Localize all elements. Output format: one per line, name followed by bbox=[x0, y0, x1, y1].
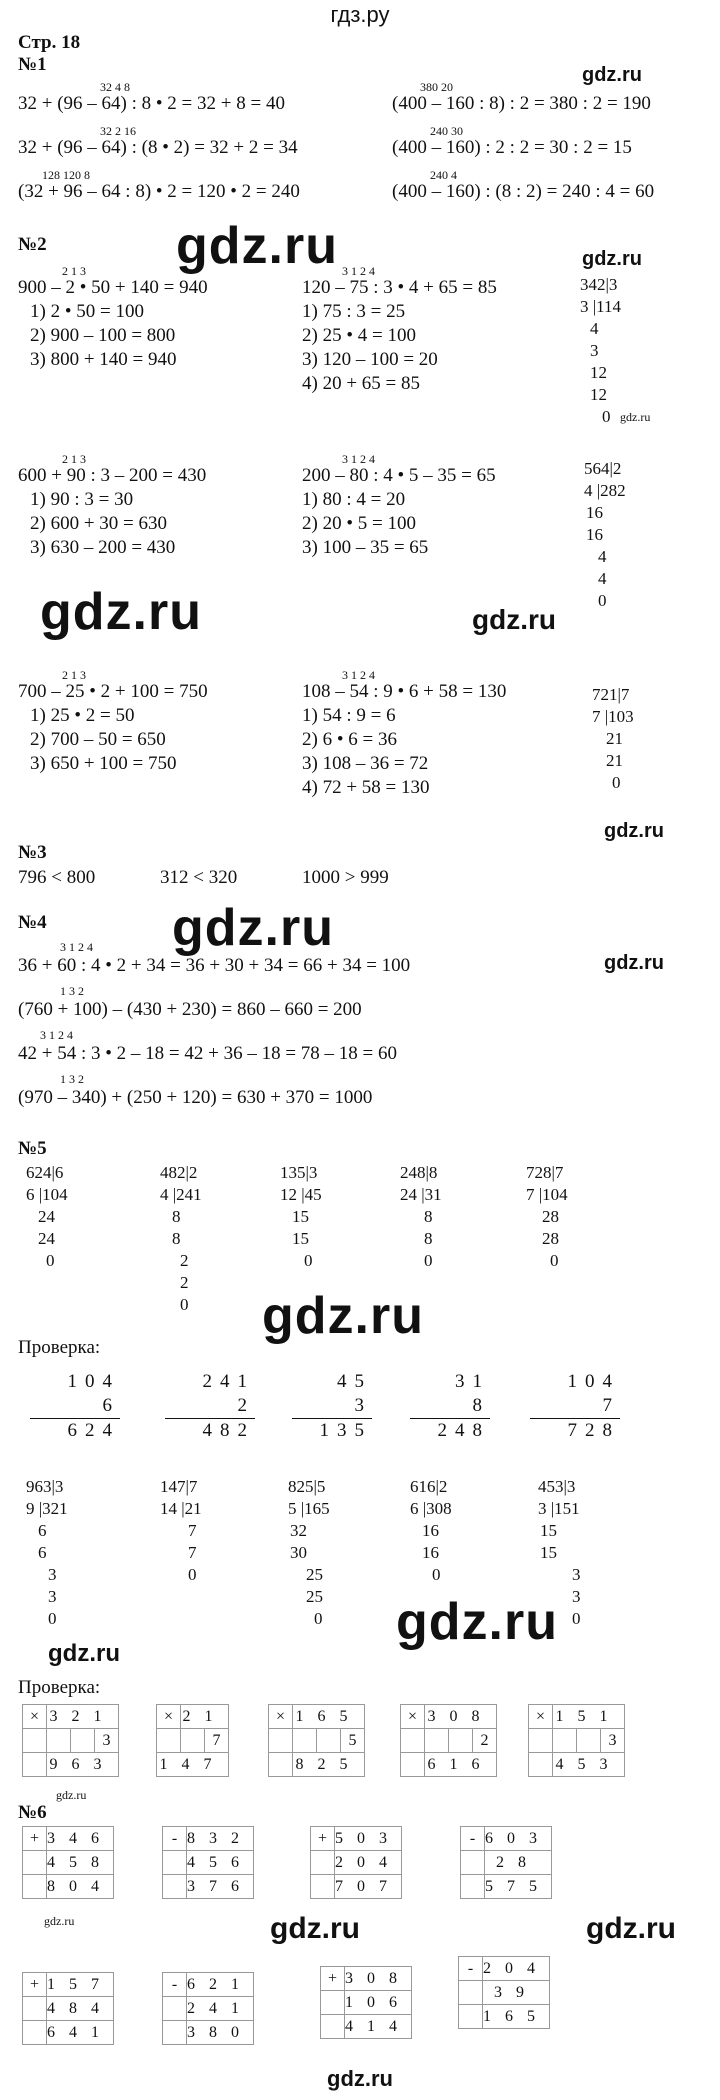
multiplication-grid: × 21 7 147 bbox=[156, 1704, 229, 1777]
subtraction-grid: - 621 241 380 bbox=[162, 1972, 254, 2045]
multiplication-check: 104 7 728 bbox=[530, 1370, 620, 1443]
step: 3) 108 – 36 = 72 bbox=[302, 753, 429, 774]
check-label: Проверка: bbox=[18, 1337, 101, 1358]
watermark: gdz.ru bbox=[176, 217, 338, 275]
long-division: 147|7 14 |21 7 7 0 bbox=[160, 1477, 202, 1584]
watermark: gdz.ru bbox=[604, 952, 664, 974]
step: 2) 6 • 6 = 36 bbox=[302, 729, 397, 750]
long-division: 624|6 6 |104 24 24 0 bbox=[26, 1163, 68, 1270]
equation: 900 – 2 • 50 + 140 = 940 bbox=[18, 277, 208, 298]
watermark: gdz.ru bbox=[270, 1912, 360, 1945]
step: 1) 2 • 50 = 100 bbox=[30, 301, 144, 322]
watermark: gdz.ru bbox=[582, 248, 642, 270]
equation: 700 – 25 • 2 + 100 = 750 bbox=[18, 681, 208, 702]
multiplication-grid: × 308 2 616 bbox=[400, 1704, 497, 1777]
equation: (400 – 160 : 8) : 2 = 380 : 2 = 190 bbox=[392, 93, 651, 114]
equation: (760 + 100) – (430 + 230) = 860 – 660 = 200 bbox=[18, 999, 362, 1020]
long-division: 482|2 4 |241 8 8 2 2 0 bbox=[160, 1163, 202, 1314]
watermark: gdz.ru bbox=[472, 604, 556, 635]
addition-grid: + 157 484 641 bbox=[22, 1972, 114, 2045]
step: 2) 20 • 5 = 100 bbox=[302, 513, 416, 534]
long-division: 342|3 3 |114 4 3 12 12 0 bbox=[580, 275, 622, 426]
equation: 120 – 75 : 3 • 4 + 65 = 85 bbox=[302, 277, 497, 298]
addition-grid: + 308 106 414 bbox=[320, 1966, 412, 2039]
watermark: gdz.ru bbox=[582, 64, 642, 86]
long-division: 825|5 5 |165 32 30 25 25 0 bbox=[288, 1477, 330, 1628]
equation: 42 + 54 : 3 • 2 – 18 = 42 + 36 – 18 = 78 – 18 = 60 bbox=[18, 1043, 398, 1064]
order-numbers: 3 1 2 4 bbox=[60, 940, 93, 954]
step: 3) 100 – 35 = 65 bbox=[302, 537, 429, 558]
long-division: 721|7 7 |103 21 21 0 bbox=[592, 685, 634, 792]
step: 1) 75 : 3 = 25 bbox=[302, 301, 406, 322]
order-numbers: 128 120 8 bbox=[42, 168, 90, 182]
order-numbers: 2 1 3 bbox=[62, 668, 86, 682]
multiplication-grid: × 321 3 963 bbox=[22, 1704, 119, 1777]
order-numbers: 3 1 2 4 bbox=[40, 1028, 73, 1042]
addition-grid: + 346 458 804 bbox=[22, 1826, 114, 1899]
step: 3) 650 + 100 = 750 bbox=[30, 753, 177, 774]
order-numbers: 32 4 8 bbox=[100, 80, 130, 94]
step: 4) 20 + 65 = 85 bbox=[302, 373, 421, 394]
step: 2) 25 • 4 = 100 bbox=[302, 325, 416, 346]
long-division: 616|2 6 |308 16 16 0 bbox=[410, 1477, 452, 1584]
comparison: 1000 > 999 bbox=[302, 867, 389, 888]
step: 3) 120 – 100 = 20 bbox=[302, 349, 438, 370]
page-number: Стр. 18 bbox=[18, 32, 81, 53]
order-numbers: 3 1 2 4 bbox=[342, 668, 375, 682]
step: 1) 25 • 2 = 50 bbox=[30, 705, 135, 726]
watermark: gdz.ru bbox=[172, 899, 334, 957]
long-division: 564|2 4 |282 16 16 4 4 0 bbox=[584, 459, 626, 610]
step: 1) 90 : 3 = 30 bbox=[30, 489, 134, 510]
watermark: gdz.ru bbox=[262, 1287, 424, 1345]
equation: (400 – 160) : (8 : 2) = 240 : 4 = 60 bbox=[392, 181, 655, 202]
step: 1) 54 : 9 = 6 bbox=[302, 705, 396, 726]
subtraction-grid: - 603 28 575 bbox=[460, 1826, 552, 1899]
equation: 108 – 54 : 9 • 6 + 58 = 130 bbox=[302, 681, 507, 702]
watermark: gdz.ru bbox=[40, 583, 202, 641]
check-label: Проверка: bbox=[18, 1677, 101, 1698]
watermark: gdz.ru bbox=[586, 1912, 676, 1945]
order-numbers: 2 1 3 bbox=[62, 452, 86, 466]
multiplication-grid: × 151 3 453 bbox=[528, 1704, 625, 1777]
order-numbers: 240 30 bbox=[430, 124, 463, 138]
equation: 200 – 80 : 4 • 5 – 35 = 65 bbox=[302, 465, 496, 486]
order-numbers: 32 2 16 bbox=[100, 124, 136, 138]
task-1-title: №1 bbox=[18, 54, 47, 75]
long-division: 963|3 9 |321 6 6 3 3 0 bbox=[26, 1477, 68, 1628]
task-2-title: №2 bbox=[18, 234, 47, 255]
comparison: 312 < 320 bbox=[160, 867, 238, 888]
order-numbers: 1 3 2 bbox=[60, 984, 84, 998]
step: 1) 80 : 4 = 20 bbox=[302, 489, 406, 510]
subtraction-grid: - 832 456 376 bbox=[162, 1826, 254, 1899]
equation: 32 + (96 – 64) : 8 • 2 = 32 + 8 = 40 bbox=[18, 93, 285, 114]
step: 2) 700 – 50 = 650 bbox=[30, 729, 166, 750]
footer-watermark[interactable]: gdz.ru bbox=[327, 2066, 393, 2091]
watermark: gdz.ru bbox=[620, 410, 651, 424]
long-division: 728|7 7 |104 28 28 0 bbox=[526, 1163, 568, 1270]
order-numbers: 3 1 2 4 bbox=[342, 264, 375, 278]
task-5-title: №5 bbox=[18, 1138, 47, 1159]
comparison: 796 < 800 bbox=[18, 867, 96, 888]
step: 2) 600 + 30 = 630 bbox=[30, 513, 168, 534]
equation: 32 + (96 – 64) : (8 • 2) = 32 + 2 = 34 bbox=[18, 137, 298, 158]
step: 3) 800 + 140 = 940 bbox=[30, 349, 177, 370]
long-division: 135|3 12 |45 15 15 0 bbox=[280, 1163, 322, 1270]
watermark: gdz.ru bbox=[44, 1914, 75, 1928]
task-6-title: №6 bbox=[18, 1802, 47, 1823]
equation: (400 – 160) : 2 : 2 = 30 : 2 = 15 bbox=[392, 137, 632, 158]
order-numbers: 380 20 bbox=[420, 80, 453, 94]
site-title[interactable]: гдз.ру bbox=[330, 2, 390, 27]
watermark: gdz.ru bbox=[56, 1788, 87, 1802]
step: 2) 900 – 100 = 800 bbox=[30, 325, 176, 346]
long-division: 248|8 24 |31 8 8 0 bbox=[400, 1163, 442, 1270]
multiplication-check: 241 2 482 bbox=[165, 1370, 255, 1443]
watermark: gdz.ru bbox=[396, 1593, 558, 1651]
order-numbers: 240 4 bbox=[430, 168, 457, 182]
equation: (970 – 340) + (250 + 120) = 630 + 370 = 1000 bbox=[18, 1087, 373, 1108]
order-numbers: 1 3 2 bbox=[60, 1072, 84, 1086]
equation: 36 + 60 : 4 • 2 + 34 = 36 + 30 + 34 = 66 + 34 = 100 bbox=[18, 955, 411, 976]
multiplication-check: 31 8 248 bbox=[410, 1370, 490, 1443]
step: 3) 630 – 200 = 430 bbox=[30, 537, 176, 558]
watermark: gdz.ru bbox=[604, 820, 664, 842]
order-numbers: 3 1 2 4 bbox=[342, 452, 375, 466]
order-numbers: 2 1 3 bbox=[62, 264, 86, 278]
step: 4) 72 + 58 = 130 bbox=[302, 777, 430, 798]
long-division: 453|3 3 |151 15 15 3 3 0 bbox=[538, 1477, 581, 1628]
task-4-title: №4 bbox=[18, 912, 47, 933]
multiplication-check: 45 3 135 bbox=[292, 1370, 372, 1443]
equation: 600 + 90 : 3 – 200 = 430 bbox=[18, 465, 207, 486]
watermark: gdz.ru bbox=[48, 1640, 120, 1667]
subtraction-grid: - 204 39 165 bbox=[458, 1956, 550, 2029]
addition-grid: + 503 204 707 bbox=[310, 1826, 402, 1899]
multiplication-check: 104 6 624 bbox=[30, 1370, 120, 1443]
equation: (32 + 96 – 64 : 8) • 2 = 120 • 2 = 240 bbox=[18, 181, 300, 202]
multiplication-grid: × 165 5 825 bbox=[268, 1704, 365, 1777]
task-3-title: №3 bbox=[18, 842, 47, 863]
